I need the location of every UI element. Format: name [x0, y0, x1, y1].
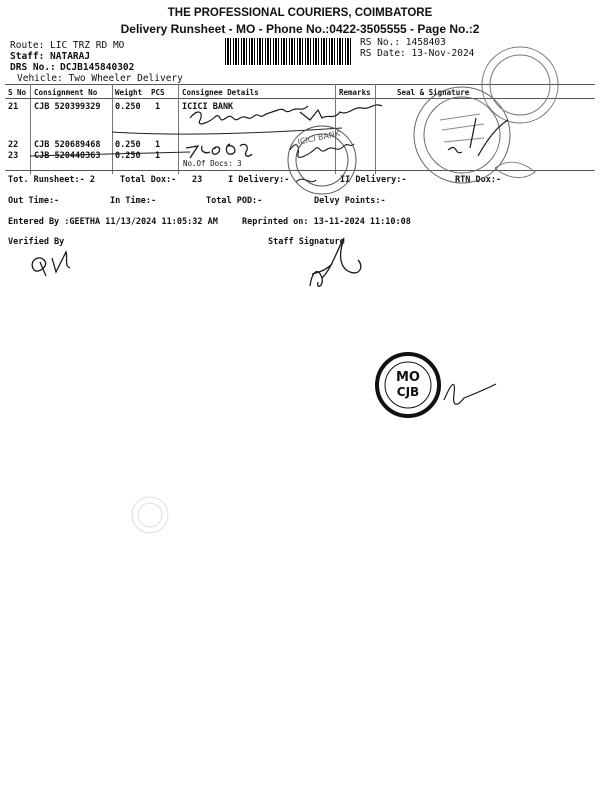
total-pod: Total POD:- — [206, 196, 263, 206]
row-consignment: CJB 520689468 — [34, 140, 101, 150]
rs-number: RS No.: 1458403 — [360, 37, 446, 48]
handwritten-docs-note — [186, 144, 252, 158]
drs-label: DRS No.: — [10, 62, 56, 73]
rtn-scribble — [495, 162, 535, 177]
handwritten-consignee-name — [190, 105, 382, 124]
row-weight: 0.250 — [115, 151, 141, 161]
row-weight: 0.250 — [115, 102, 141, 112]
faint-seal-impression — [132, 497, 168, 533]
row-sno: 22 — [8, 140, 19, 150]
header-remarks: Remarks — [339, 88, 371, 97]
reprinted-on: Reprinted on: 13-11-2024 11:10:08 — [242, 217, 411, 227]
row-sno: 21 — [8, 102, 19, 112]
staff-text: Staff: NATARAJ — [10, 51, 91, 62]
header-sno: S No — [8, 88, 27, 97]
total-dox-label: Total Dox:- — [120, 175, 177, 185]
row-consignee: ICICI BANK — [182, 102, 234, 112]
vehicle-text: Vehicle: Two Wheeler Delivery — [17, 73, 183, 84]
stamp-text-mo: MO — [396, 370, 420, 385]
row-sno: 23 — [8, 151, 19, 161]
seal-signature — [448, 118, 508, 156]
header-seal-signature: Seal & Signature — [397, 88, 470, 97]
i-delivery: I Delivery:- — [228, 175, 290, 185]
ii-delivery: II Delivery:- — [340, 175, 407, 185]
rs-date: RS Date: 13-Nov-2024 — [360, 48, 475, 59]
staff-signature-label: Staff Signature — [268, 237, 345, 247]
row-pcs: 1 — [155, 151, 161, 161]
verified-by-label: Verified By — [8, 237, 65, 247]
delvy-points: Delvy Points:- — [314, 196, 386, 206]
tot-runsheet: Tot. Runsheet:- 2 — [8, 175, 95, 185]
staff-signature — [310, 238, 361, 286]
total-dox-value: 23 — [192, 175, 203, 185]
stamp-signature — [444, 384, 496, 404]
entered-by: Entered By :GEETHA 11/13/2024 11:05:32 AM — [8, 217, 218, 227]
no-of-docs: No.Of Docs: 3 — [183, 159, 242, 168]
seal-text: ICICI BANK — [296, 128, 341, 147]
delivery-scribble — [290, 144, 354, 182]
in-time: In Time:- — [110, 196, 157, 206]
header-pcs: PCS — [151, 88, 165, 97]
out-time: Out Time:- — [8, 196, 60, 206]
verified-by-signature — [32, 252, 70, 276]
strike-through-line — [30, 152, 190, 156]
row-consignment: CJB 520399329 — [34, 102, 101, 112]
mo-cjb-round-stamp — [377, 354, 439, 416]
top-right-seal — [482, 47, 558, 123]
rtn-dox: RTN Dox:- — [455, 175, 502, 185]
row-weight: 0.250 — [115, 140, 141, 150]
runsheet-title: Delivery Runsheet - MO - Phone No.:0422-3505555 - Page No.:2 — [120, 22, 480, 36]
company-title: THE PROFESSIONAL COURIERS, COIMBATORE — [167, 7, 433, 19]
icici-bank-seal — [288, 126, 356, 194]
route-text: Route: LIC TRZ RD MO — [10, 40, 125, 51]
header-consignee: Consignee Details — [182, 88, 259, 97]
header-consignment: Consignment No — [34, 88, 98, 97]
header-weight: Weight — [115, 88, 143, 97]
row-consignment: CJB 520440363 — [34, 151, 101, 161]
stamp-text-cjb: CJB — [396, 385, 420, 399]
row-pcs: 1 — [155, 102, 161, 112]
row-pcs: 1 — [155, 140, 161, 150]
drs-value: DCJB145840302 — [60, 62, 135, 73]
